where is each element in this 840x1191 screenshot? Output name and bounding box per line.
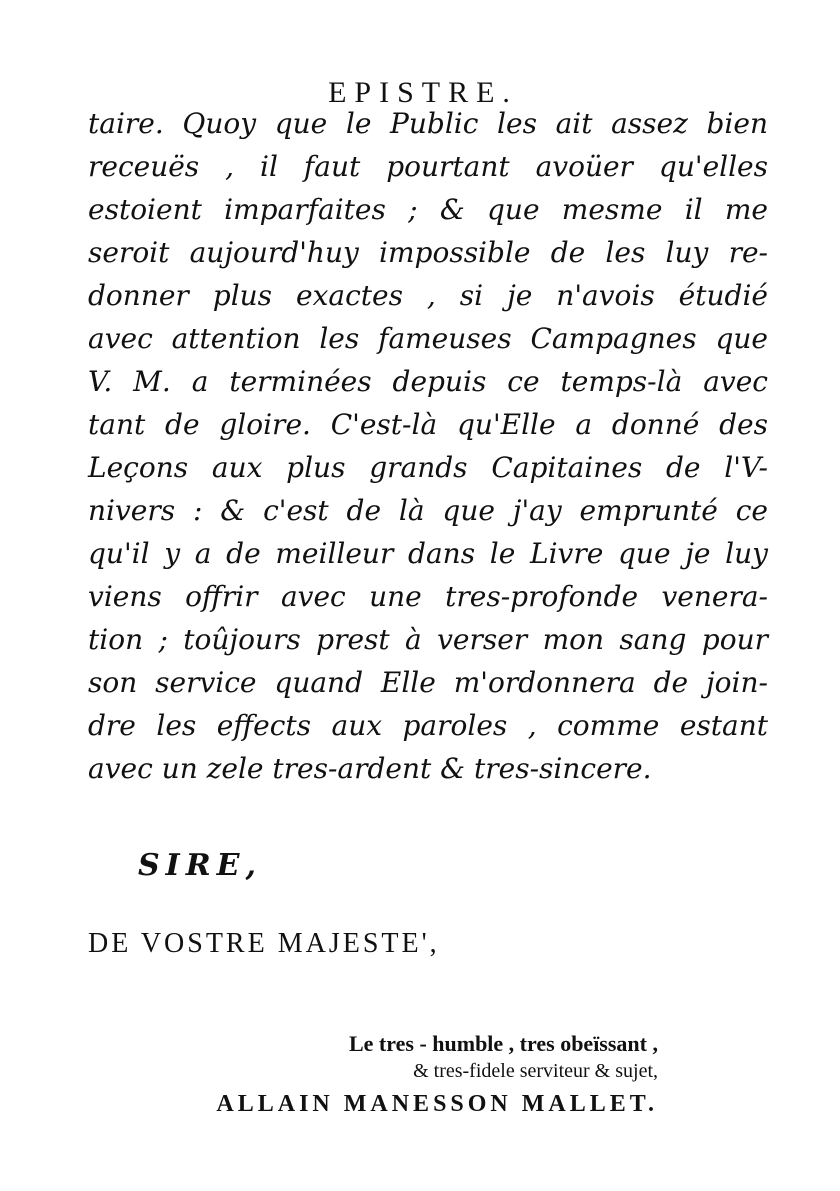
text-line: receuës , il faut pourtant avoüer qu'elles <box>88 150 768 183</box>
text-line: avec attention les fameuses Campagnes que <box>88 322 768 355</box>
running-title: EPISTRE. <box>328 76 518 109</box>
text-line: tant de gloire. C'est-là qu'Elle a donné des <box>88 408 768 441</box>
signature-block <box>216 1030 658 1120</box>
salutation: SIRE, <box>138 848 262 883</box>
text-line: donner plus exactes , si je n'avois étudié <box>88 279 768 312</box>
text-line: qu'il y a de meilleur dans le Livre que je luy <box>88 537 768 570</box>
epistle-text <box>88 102 768 790</box>
signature-line: Le tres - humble , tres obeïssant , <box>348 1031 658 1056</box>
text-line: V. M. a terminées depuis ce temps-là avec <box>88 365 768 398</box>
text-line: avec un zele tres-ardent & tres-sincere. <box>88 752 652 785</box>
text-line: estoient imparfaites ; & que mesme il me <box>88 193 768 226</box>
text-line: taire. Quoy que le Public les ait assez bien <box>88 107 768 140</box>
text-line: tion ; toûjours prest à verser mon sang pour <box>88 623 768 656</box>
text-line: son service quand Elle m'ordonnera de join- <box>88 666 768 699</box>
signature-line: & tres-fidele serviteur & sujet, <box>413 1060 658 1082</box>
signature-name: ALLAIN MANESSON MALLET. <box>216 1091 658 1117</box>
text-line: Leçons aux plus grands Capitaines de l'V- <box>88 451 768 484</box>
text-line: dre les effects aux paroles , comme estant <box>88 709 768 742</box>
text-line: seroit aujourd'huy impossible de les luy re- <box>88 236 768 269</box>
text-line: viens offrir avec une tres-profonde venera- <box>88 580 768 613</box>
text-line: nivers : & c'est de là que j'ay emprunté ce <box>88 494 768 527</box>
majesty-address: DE VOSTRE MAJESTE', <box>88 928 440 959</box>
